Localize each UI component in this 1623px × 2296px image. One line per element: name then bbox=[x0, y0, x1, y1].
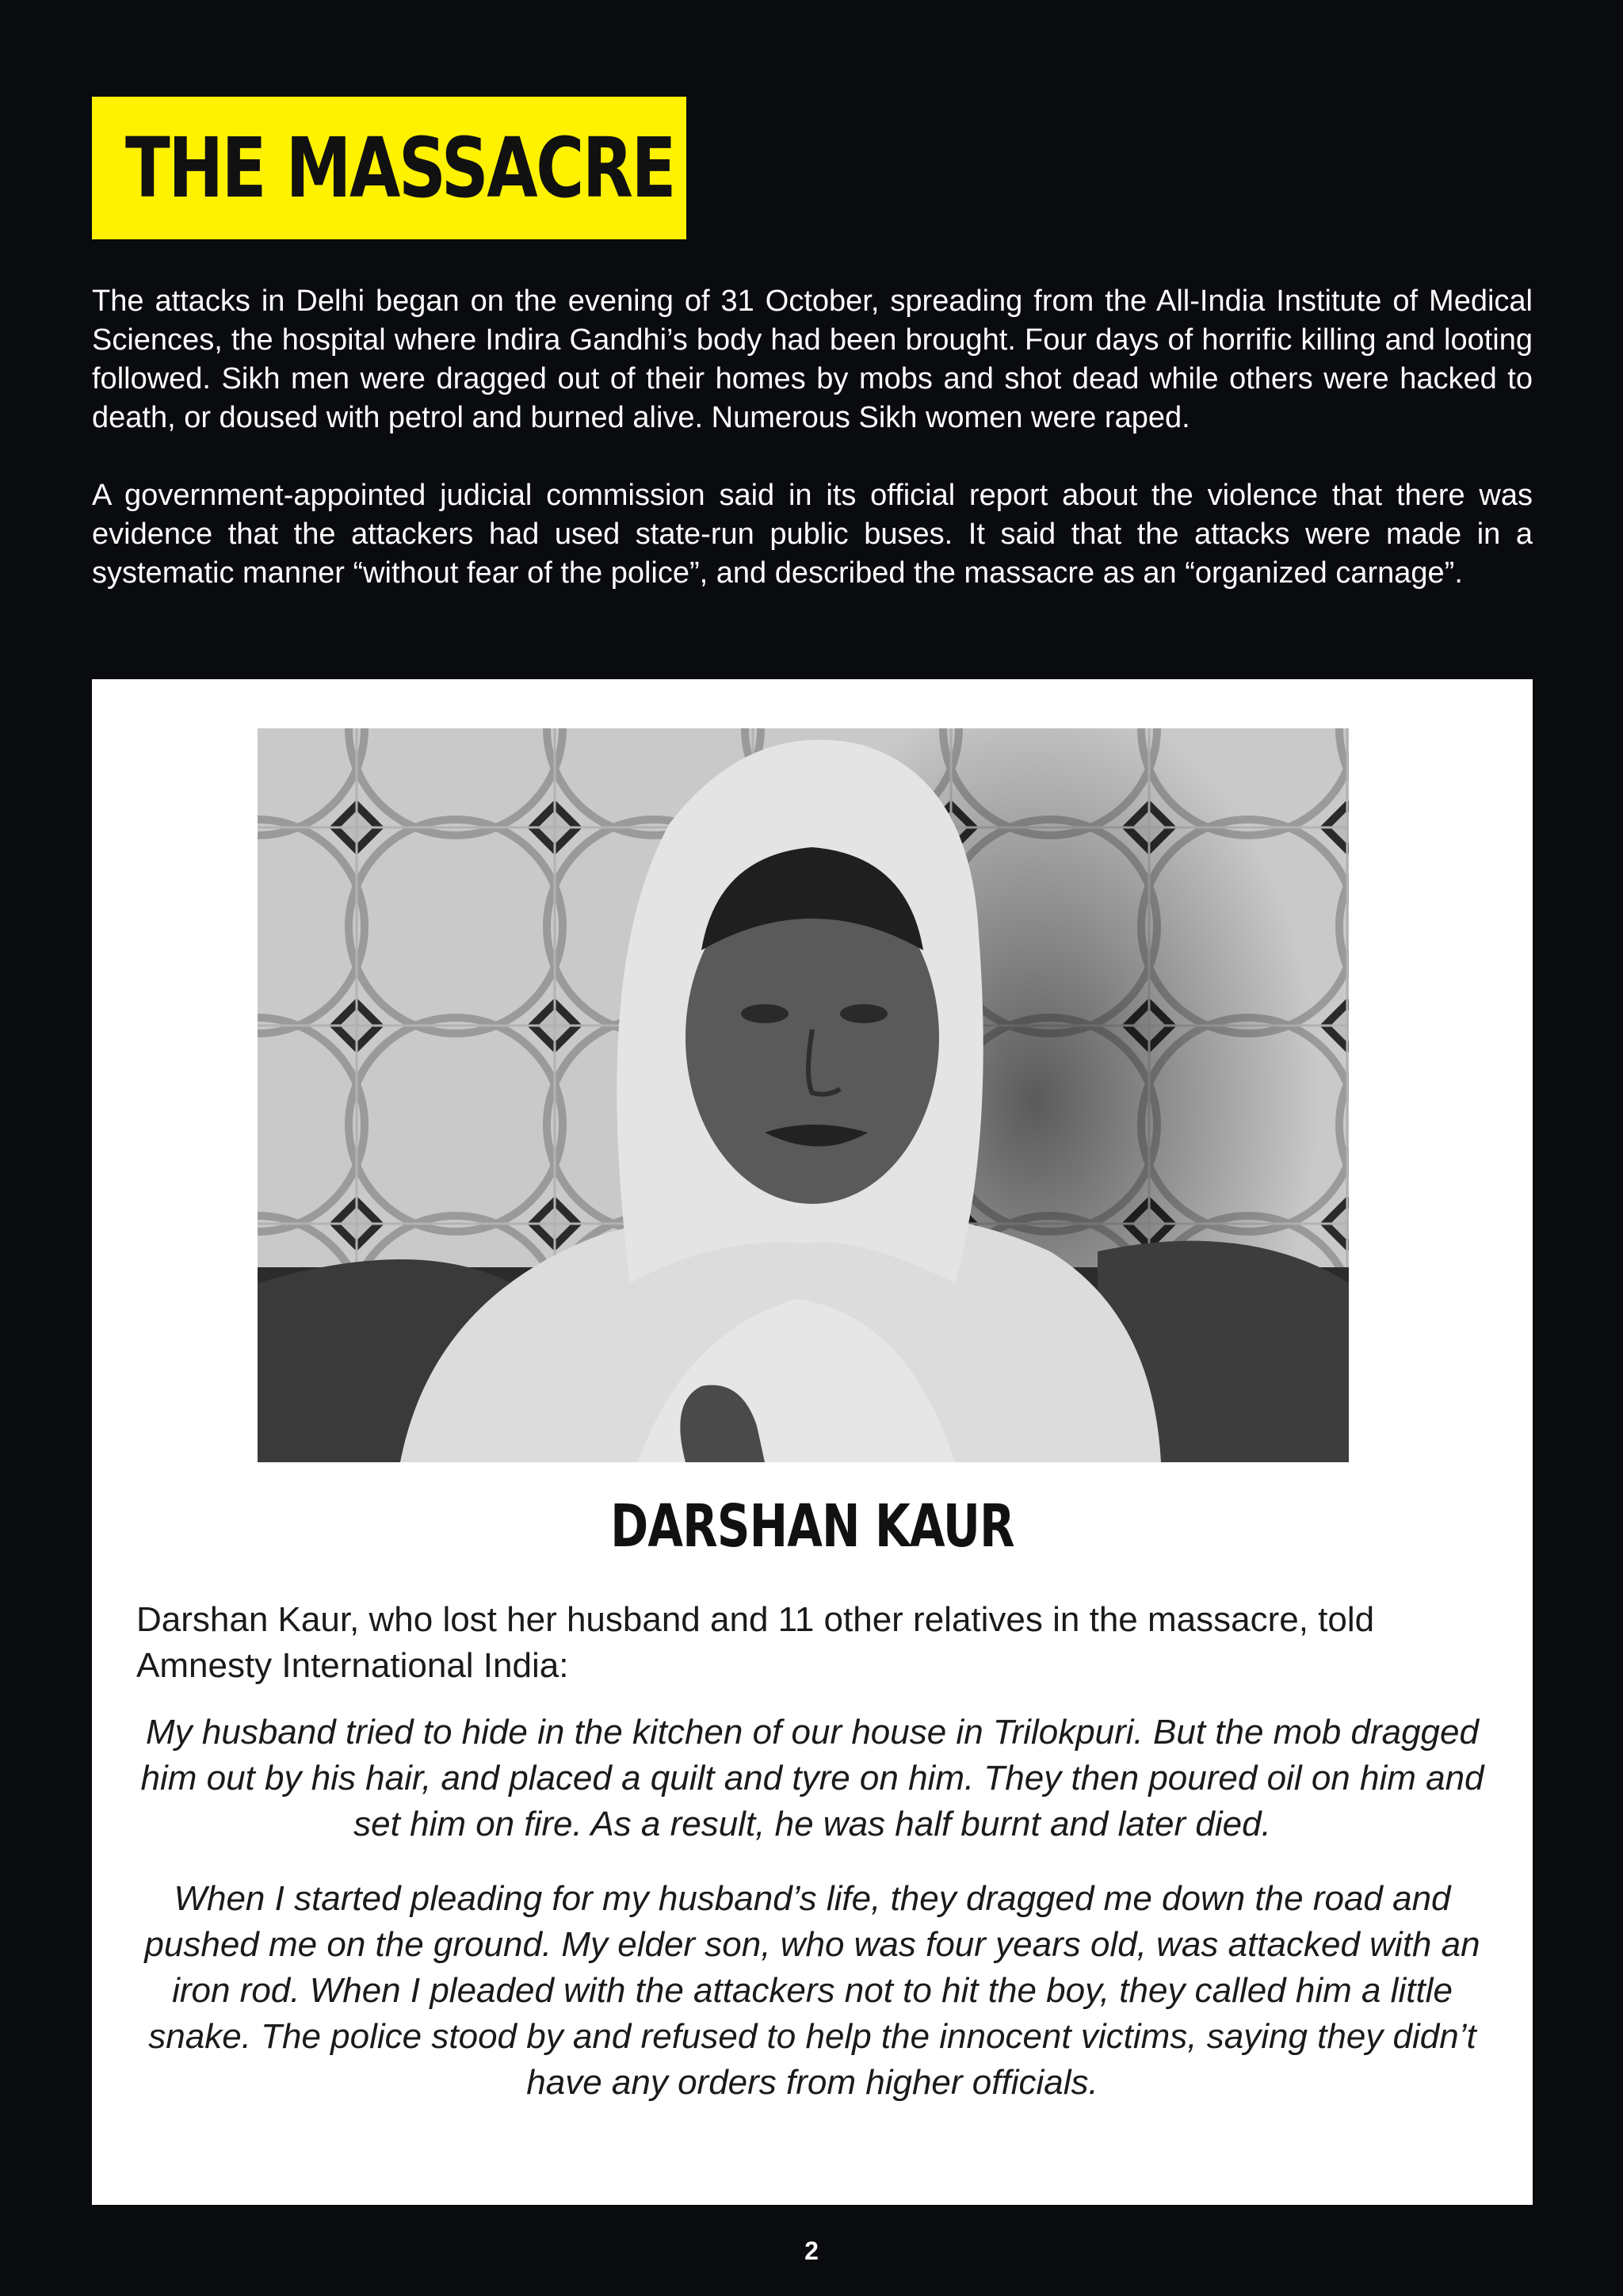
testimony-quote: When I started pleading for my husband’s life, they dragged me down the road and pushed me on the ground. My elder son, who was four years old, was attacked with an iron rod. When I pleaded with the attackers not to hit the boy, they called him a little snake. The police stood by and refused to help the innocent victims, saying they didn’t have any orders from higher officials. bbox=[144, 1879, 1480, 2102]
portrait-photo bbox=[258, 728, 1349, 1462]
testimony-quote: My husband tried to hide in the kitchen of our house in Trilokpuri. But the mob dragged him out by his hair, and placed a quilt and tyre on him. They then poured oil on him and set him on fire. As a result, he was half burnt and later died. bbox=[140, 1713, 1484, 1843]
testimony-card bbox=[92, 679, 1533, 2205]
page-number: 2 bbox=[804, 2237, 819, 2265]
section-title: THE MASSACRE bbox=[125, 120, 675, 216]
person-name-heading: DARSHAN KAUR bbox=[610, 1492, 1014, 1561]
intro-paragraph: The attacks in Delhi began on the evening of 31 October, spreading from the All-India Institute of Medical Sciences, the hospital where Indira Gandhi’s body had been brought. Four days of horrific killing and looting followed. Sikh men were dragged out of their homes by mobs and shot dead while others were hacked to death, or doused with petrol and burned alive. Numerous Sikh women were raped. bbox=[92, 285, 1533, 434]
intro-text bbox=[92, 282, 1533, 632]
section-title-box bbox=[92, 97, 686, 239]
intro-paragraph: A government-appointed judicial commission said in its official report about the violence that there was evidence that the attackers had used state-run public buses. It said that the attacks were made in a systematic manner “without fear of the police”, and described the massacre as an “organized carnage”. bbox=[92, 479, 1533, 590]
testimony-lead: Darshan Kaur, who lost her husband and 11 other relatives in the massacre, told Amnesty International India: bbox=[136, 1600, 1375, 1685]
